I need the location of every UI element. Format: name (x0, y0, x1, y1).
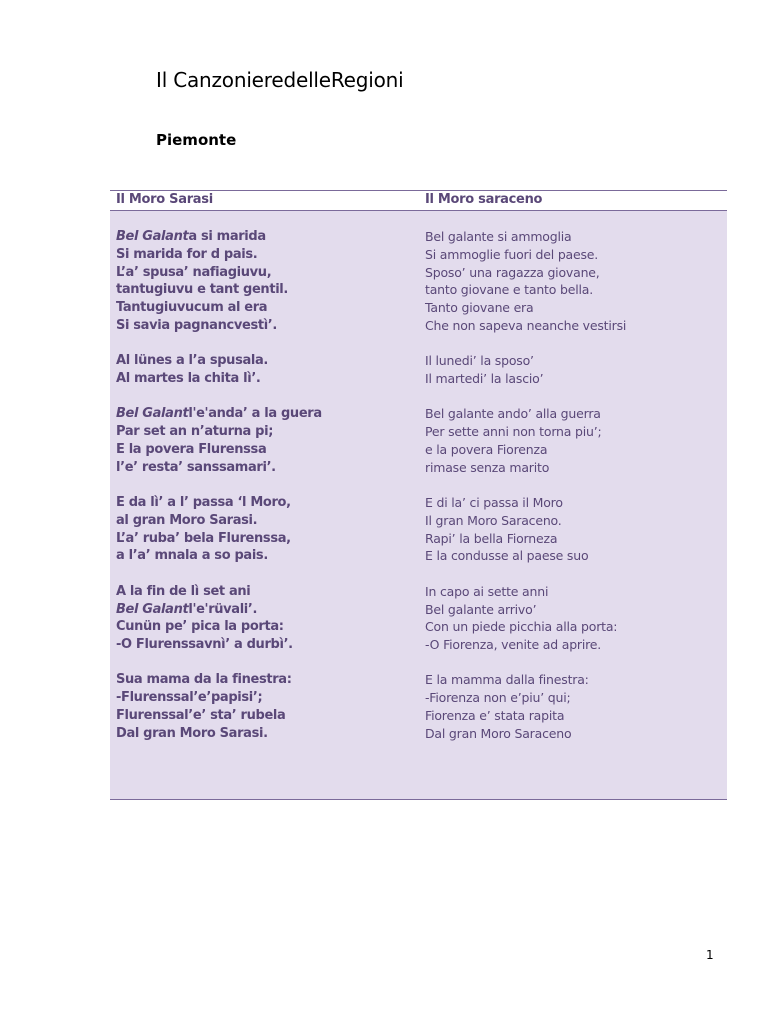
original-line (116, 494, 416, 512)
translation-line: Bel galante si ammoglia (425, 229, 572, 244)
line-text: E la povera Flurenssa (116, 441, 267, 457)
line-text: a si marida (188, 229, 266, 244)
translation-line: Fiorenza e’ stata rapita (425, 708, 565, 724)
original-line (116, 264, 416, 282)
translation-stanza (425, 352, 725, 388)
line-text: Par set an n’aturna pi; (116, 424, 274, 440)
italic-name: Bel Galant (116, 229, 189, 244)
original-line (116, 441, 416, 459)
translation-line: e la povera Fiorenza (425, 441, 548, 457)
line-text: E da lì’ a l’ passa ‘l Moro, (116, 495, 291, 511)
translation-line: Con un piede picchia alla porta: (425, 619, 618, 635)
original-line (116, 423, 416, 441)
original-line (116, 370, 416, 388)
translation-line: Bel galante ando’ alla guerra (425, 406, 601, 422)
original-stanza (116, 494, 416, 565)
italic-name: Bel Galant (116, 406, 189, 422)
translation-line: Sposo’ una ragazza giovane, (425, 264, 600, 280)
translation-line: Dal gran Moro Saraceno (425, 725, 572, 741)
line-text: l'e'anda’ a la guera (188, 406, 322, 422)
original-line (116, 636, 416, 654)
translation-line: E la condusse al paese suo (425, 548, 589, 564)
document-title: Il CanzonieredelleRegioni (156, 68, 404, 92)
translation-line: In capo ai sette anni (425, 583, 549, 599)
line-text: Al lünes a l’a spusala. (116, 353, 269, 369)
translation-column (425, 228, 725, 760)
line-text: tantugiuvu e tant gentil. (116, 282, 288, 298)
translation-line: E di la’ ci passa il Moro (425, 495, 563, 511)
line-text: Al martes la chita lì’. (116, 371, 261, 387)
original-line (116, 352, 416, 370)
poem-table (110, 190, 727, 800)
line-text: Tantugiuvucum al era (116, 300, 268, 316)
original-line (116, 405, 416, 423)
translation-line: Si ammoglie fuori del paese. (425, 246, 599, 262)
original-line (116, 530, 416, 548)
line-text: l’e’ resta’ sanssamari’. (116, 459, 276, 475)
translation-stanza (425, 671, 725, 742)
line-text: Sua mama da la finestra: (116, 672, 292, 688)
line-text: Cunün pe’ pica la porta: (116, 619, 284, 635)
line-text: L’a’ ruba’ bela Flurenssa, (116, 530, 291, 546)
line-text: Si marida for d pais. (116, 246, 258, 262)
original-line (116, 547, 416, 565)
line-text: Si savia pagnancvestì’. (116, 317, 277, 333)
line-text: Dal gran Moro Sarasi. (116, 725, 268, 741)
region-heading: Piemonte (156, 131, 237, 149)
translation-line: E la mamma dalla finestra: (425, 672, 589, 688)
original-line (116, 583, 416, 601)
translation-line: -O Fiorenza, venite ad aprire. (425, 637, 602, 653)
translation-line: Il lunedi’ la sposo’ (425, 353, 534, 369)
original-line (116, 459, 416, 477)
original-line (116, 228, 416, 246)
original-stanza (116, 583, 416, 654)
original-line (116, 725, 416, 743)
original-stanza (116, 405, 416, 476)
translation-line: rimase senza marito (425, 459, 550, 475)
translation-line: Rapi’ la bella Fiorneza (425, 530, 558, 546)
translation-stanza (425, 405, 725, 476)
original-stanza (116, 352, 416, 388)
original-line (116, 281, 416, 299)
original-line (116, 707, 416, 725)
line-text: a l’a’ mnala a so pais. (116, 548, 268, 564)
column-header-original: Il Moro Sarasi (116, 192, 213, 207)
line-text: L’a’ spusa’ nafiagiuvu, (116, 264, 272, 280)
translation-line: Tanto giovane era (425, 300, 534, 316)
line-text: Flurenssal’e’ sta’ rubela (116, 708, 286, 724)
translation-line: Che non sapeva neanche vestirsi (425, 317, 627, 333)
original-stanza (116, 228, 416, 335)
original-line (116, 601, 416, 619)
original-line (116, 512, 416, 530)
original-line (116, 671, 416, 689)
original-stanza (116, 671, 416, 742)
line-text: A la fin de lì set ani (116, 583, 251, 599)
page-number: 1 (706, 948, 714, 962)
translation-stanza (425, 494, 725, 565)
original-text-column (116, 228, 416, 760)
translation-line: Il gran Moro Saraceno. (425, 512, 562, 528)
translation-stanza (425, 228, 725, 335)
translation-line: Per sette anni non torna piu’; (425, 424, 602, 440)
column-header-translation: Il Moro saraceno (425, 192, 543, 207)
table-header-row (110, 191, 727, 211)
translation-line: Bel galante arrivo’ (425, 601, 537, 617)
line-text: l'e'rüvali’. (188, 601, 258, 617)
original-line (116, 246, 416, 264)
line-text: al gran Moro Sarasi. (116, 512, 258, 528)
line-text: -O Flurenssavnì’ a durbì’. (116, 637, 293, 653)
line-text: -Flurenssal’e’papisi’; (116, 690, 263, 706)
translation-line: -Fiorenza non e’piu’ qui; (425, 690, 571, 706)
original-line (116, 299, 416, 317)
original-line (116, 689, 416, 707)
original-line (116, 317, 416, 335)
original-line (116, 618, 416, 636)
translation-stanza (425, 583, 725, 654)
italic-name: Bel Galant (116, 601, 189, 617)
translation-line: Il martedi’ la lascio’ (425, 371, 544, 387)
translation-line: tanto giovane e tanto bella. (425, 282, 593, 298)
